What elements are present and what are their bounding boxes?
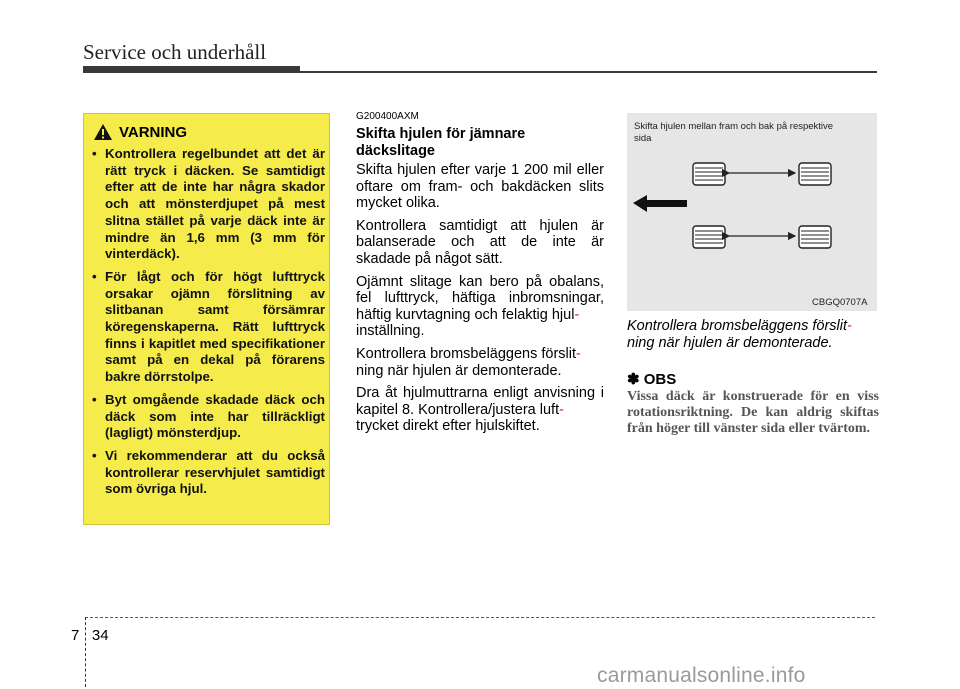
paragraph: Kontrollera samtidigt att hjulen är balanserade och att de inte är skadade på något sätt. — [356, 217, 604, 267]
warning-item: • Byt omgående skadade däck och däck som inte har tillräckligt (lagligt) mönsterdjup. — [92, 392, 325, 442]
watermark: carmanualsonline.info — [597, 664, 806, 687]
tire-icon — [693, 163, 725, 185]
warning-triangle-icon — [93, 123, 113, 141]
page-header-title: Service och underhåll — [83, 40, 267, 64]
warning-item: • Kontrollera regelbundet att det är rätt tryck i däcken. Se samtidigt efter att de inte har några skador och att mönsterdjupet på mest slitna stället på varje däck inte är mindre än 1,6 mm (3 mm för vinterdäck). — [92, 146, 325, 263]
section-body — [356, 162, 604, 441]
paragraph: Kontrollera bromsbeläggens förslit- ning när hjulen är demonterade. — [356, 345, 581, 379]
paragraph: Dra åt hjulmuttrarna enligt anvisning i kapitel 8. Kontrollera/justera luft- trycket direkt efter hjulskiftet. — [356, 385, 604, 435]
warning-heading — [93, 123, 323, 141]
page-number: 7 34 — [71, 627, 109, 644]
figure-code: CBGQ0707A — [812, 297, 868, 308]
figure-note: Kontrollera bromsbeläggens förslit- ning när hjulen är demonterade. — [627, 318, 852, 351]
section-title: Skifta hjulen för jämnare däckslitage — [356, 126, 526, 159]
warning-list — [92, 146, 325, 504]
warning-title: VARNING — [119, 123, 188, 141]
obs-text: Vissa däck är konstruerade för en viss rotationsriktning. De kan aldrig skiftas från höger till vänster sida eller tvärtom. — [627, 389, 879, 437]
figure-caption: Skifta hjulen mellan fram och bak på respektive sida — [634, 121, 834, 144]
warning-item: • För lågt och för högt lufttryck orsakar ojämn förslitning av slitbanan samt försämrar köregenskaperna. Rätt lufttryck finns i kapitlet med specifikationer samt på en dekal på förarens bakre dörrstolpe. — [92, 269, 325, 386]
obs-title: ✽ OBS — [627, 371, 677, 388]
footer-rule — [85, 617, 875, 618]
tire-icon — [799, 226, 831, 248]
direction-arrow-icon — [633, 195, 687, 212]
header-rule — [83, 71, 877, 73]
tire-icon — [693, 226, 725, 248]
section-code: G200400AXM — [356, 111, 419, 122]
paragraph: Ojämnt slitage kan bero på obalans, fel lufttryck, häftiga inbromsningar, häftig kurvtagning och felaktig hjul- inställning. — [356, 273, 604, 340]
paragraph: Skifta hjulen efter varje 1 200 mil eller oftare om fram- och bakdäcken slits mycket olika. — [356, 162, 604, 212]
tire-icon — [799, 163, 831, 185]
warning-item: • Vi rekommenderar att du också kontrollerar reservhjulet samtidigt som övriga hjul. — [92, 448, 325, 498]
